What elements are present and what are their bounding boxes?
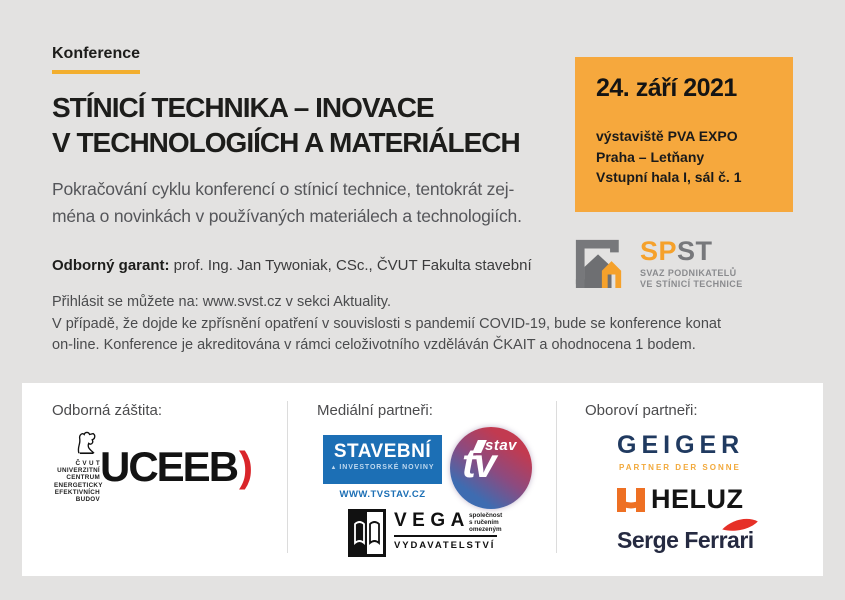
vega-wordmark: VEGA bbox=[394, 510, 470, 531]
kicker-label: Konference bbox=[52, 45, 141, 62]
partners-panel bbox=[22, 383, 823, 576]
registration-notes bbox=[52, 292, 721, 357]
intro-paragraph bbox=[52, 176, 522, 230]
stavebni-title: STAVEBNÍ bbox=[333, 441, 432, 462]
stavebni-noviny-logo bbox=[323, 435, 442, 484]
event-date: 24. září 2021 bbox=[596, 74, 737, 102]
spst-wordmark bbox=[640, 238, 743, 265]
cvut-emblem-block bbox=[54, 430, 103, 504]
spst-house-icon bbox=[572, 237, 626, 289]
page-title-line1: STÍNICÍ TECHNIKA – INOVACE bbox=[52, 92, 434, 123]
triangle-icon: ▲ bbox=[330, 465, 338, 471]
note-line1: Přihlásit se můžete na: www.svst.cz v sekci Aktuality. bbox=[52, 294, 391, 310]
cvut-text-line: CENTRUM bbox=[66, 474, 100, 482]
stavebni-subtitle bbox=[323, 464, 442, 471]
patronage-label: Odborná záštita: bbox=[52, 402, 163, 419]
event-venue bbox=[596, 126, 742, 188]
page-title bbox=[52, 90, 520, 160]
vega-legal-line1: společnost bbox=[469, 512, 503, 519]
vega-legal-line3: omezeným bbox=[469, 526, 502, 533]
page-title-line2: V TECHNOLOGIÍCH A MATERIÁLECH bbox=[52, 127, 520, 158]
spst-wordmark-orange: SP bbox=[640, 236, 678, 266]
industry-partners-label: Oboroví partneři: bbox=[585, 402, 698, 419]
vega-legal-text bbox=[469, 512, 502, 533]
media-partners-label: Mediální partneři: bbox=[317, 402, 433, 419]
heluz-h-icon bbox=[617, 488, 645, 512]
spst-tagline-line1: SVAZ PODNIKATELŮ bbox=[640, 268, 737, 278]
geiger-logo: GEIGER bbox=[617, 431, 745, 459]
column-divider-2 bbox=[556, 401, 557, 553]
intro-line1: Pokračování cyklu konferencí o stínicí technice, tentokrát zej- bbox=[52, 179, 515, 199]
cvut-text-line: EFEKTIVNÍCH bbox=[54, 488, 100, 496]
spst-tagline bbox=[640, 268, 743, 289]
uceeb-logo bbox=[100, 443, 251, 491]
tvstav-logo bbox=[450, 427, 532, 509]
uceeb-red-paren: ) bbox=[239, 443, 252, 490]
cvut-text-line: UNIVERZITNÍ bbox=[57, 467, 100, 475]
event-venue-line3: Vstupní hala I, sál č. 1 bbox=[596, 169, 742, 185]
garant-label: Odborný garant: bbox=[52, 257, 170, 274]
garant-line bbox=[52, 257, 532, 274]
event-info-box bbox=[575, 57, 793, 212]
uceeb-wordmark: UCEEB bbox=[100, 443, 238, 490]
spst-wordmark-gray: ST bbox=[677, 236, 713, 266]
tvstav-big-text: tv bbox=[462, 440, 495, 486]
vega-subtitle: VYDAVATELSTVÍ bbox=[394, 540, 496, 551]
cvut-text-line: BUDOV bbox=[75, 496, 100, 504]
vega-books-icon bbox=[348, 509, 386, 557]
event-venue-line1: výstaviště PVA EXPO bbox=[596, 128, 738, 144]
vega-legal-line2: s ručením bbox=[469, 519, 499, 526]
garant-value: prof. Ing. Jan Tywoniak, CSc., ČVUT Fakulta stavební bbox=[169, 257, 532, 274]
intro-line2: ména o novinkách v používaných materiálech a technologiích. bbox=[52, 206, 522, 226]
geiger-tagline: PARTNER DER SONNE bbox=[619, 463, 741, 472]
heluz-wordmark: HELUZ bbox=[651, 484, 744, 514]
stavebni-subtitle-text: INVESTORSKÉ NOVINY bbox=[339, 464, 435, 471]
cvut-lion-icon bbox=[72, 430, 100, 455]
tvstav-url: WWW.TVSTAV.CZ bbox=[339, 489, 426, 500]
event-venue-line2: Praha – Letňany bbox=[596, 148, 705, 165]
spst-tagline-line2: VE STÍNICÍ TECHNICE bbox=[640, 278, 743, 289]
column-divider-1 bbox=[287, 401, 288, 553]
cvut-text-line: ENERGETICKY bbox=[54, 481, 103, 489]
note-line2: V případě, že dojde ke zpřísnění opatření v souvislosti s pandemií COVID-19, bude se konference konat bbox=[52, 315, 721, 332]
spst-logo-text bbox=[640, 238, 743, 289]
heluz-logo bbox=[617, 484, 744, 515]
vega-divider-rule bbox=[394, 535, 497, 537]
kicker-underline bbox=[52, 70, 140, 74]
cvut-text-line: Č V U T bbox=[75, 460, 100, 467]
tvstav-small-text: stav bbox=[485, 437, 518, 454]
note-line3: on-line. Konference je akreditována v rámci celoživotního vzděláván ČKAIT a ohodnocena 1 bodem. bbox=[52, 337, 696, 353]
serge-ferrari-wordmark: Serge Ferrari bbox=[617, 527, 754, 553]
